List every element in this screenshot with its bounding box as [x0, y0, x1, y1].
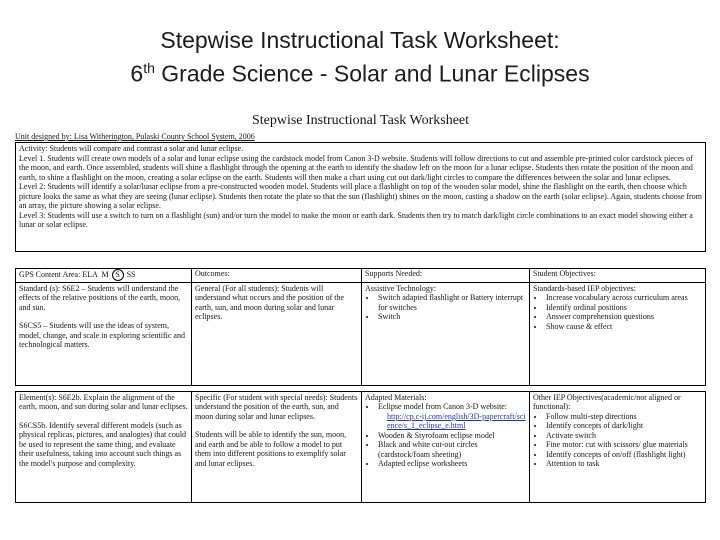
eclipse-model-link[interactable]: http://cp.c-ij.com/english/3D-papercraft/science/s_1_eclipse_e.html	[387, 411, 526, 431]
list-item: • Identify ordinal positions	[545, 303, 702, 312]
elements-table-body-row	[16, 392, 705, 502]
assistive-technology-label: Assistive Technology:	[365, 284, 437, 293]
list-item: • Attention to task	[545, 459, 702, 468]
list-item: • Identify concepts of on/off (flashlight light)	[545, 450, 702, 459]
adapted-materials-cell	[362, 392, 530, 502]
list-item: • Switch	[377, 312, 526, 321]
assistive-technology-list	[365, 293, 526, 321]
list-item: • Increase vocabulary across curriculum areas	[545, 293, 702, 302]
list-item: • Switch adapted flashlight or Battery interrupt for switches	[377, 293, 526, 312]
iep-objectives-label: Standards-based IEP objectives:	[533, 284, 636, 293]
standards-cell	[16, 283, 192, 385]
activity-line: Activity: Students will compare and contrast a solar and lunar eclipse.	[19, 144, 244, 154]
list-item: • Black and white cut-out circles (cardstock/foam sheeting)	[377, 440, 526, 459]
header-student-objectives: Student Objectives:	[530, 269, 705, 283]
header-supports-needed: Supports Needed:	[362, 269, 530, 283]
other-iep-objectives-list	[533, 412, 702, 469]
header-gps-content-area: GPS Content Area: ELA M S SS	[16, 269, 192, 283]
standards-table-header-row	[16, 269, 705, 283]
worksheet-title: Stepwise Instructional Task Worksheet	[251, 113, 470, 128]
level1-description: Level 1. Students will create own models of a solar and lunar eclipse using the cardstock model from Canon 3-D website. Students will follow directions to cut and assemble pre-printed color cardstock pieces of the moon, and earth. Once assembled, students will shine a flashlight through the opening at the earth to identify the shadow left on the moon for a lunar eclipse. Students then rotate the position of the moon and earth, to shine a flashlight on the moon, creating a solar eclipse on the earth. Students will then make a chart using cut out dark/light circles to compare the differences between the solar and lunar eclipses.	[19, 153, 693, 182]
list-item: • Activate switch	[545, 431, 702, 440]
slide-title	[0, 26, 720, 88]
slide-title-line2: 6th Grade Science - Solar and Lunar Eclipses	[130, 60, 590, 87]
list-item: • Follow multi-step directions	[545, 412, 702, 421]
standards-table-body-row	[16, 283, 705, 385]
slide-title-line1: Stepwise Instructional Task Worksheet:	[160, 27, 560, 53]
list-item: • Show cause & effect	[545, 322, 702, 331]
standards-table	[15, 268, 706, 386]
list-item: • Fine motor: cut with scissors/ glue materials	[545, 440, 702, 449]
level3-description: Level 3: Students will use a switch to turn on a flashlight (sun) and/or turn the model to make the moon or earth dark. Students then try to match dark/light circle combinations to an exact model showing either a lunar or solar eclipse.	[19, 210, 693, 229]
adapted-materials-list	[365, 402, 526, 468]
circled-science-mark: S	[112, 269, 124, 281]
list-item: • Answer comprehension questions	[545, 312, 702, 321]
outcomes-cell	[192, 283, 362, 385]
general-outcome: General (For all students): Students will understand what occurs and the position of the earth, sun, and moon during solar and lunar eclipses.	[195, 284, 345, 322]
standard-s6cs5: S6CS5 – Students will use the ideas of system, model, change, and scale in exploring scientific and technological matters.	[19, 321, 185, 350]
element-s6e2b: Element(s): S6E2b. Explain the alignment of the earth, moon, and sun during solar and lunar eclipses.	[19, 393, 188, 412]
standard-s6e2: Standard (s): S6E2 – Students will understand the effects of the relative positions of the earth, moon, and sun.	[19, 284, 181, 312]
element-s6cs5b: S6CS5b. Identify several different models (such as physical replicas, pictures, and analogies) that could be used to represent the same thing, and evaluate their usefulness, taking into account such things as the model's purpose and complexity.	[19, 420, 187, 468]
list-item: • Identify concepts of dark/light	[545, 421, 702, 430]
designed-by-line: Unit designed by: Lisa Witherington, Pulaski County School System, 2006	[15, 132, 255, 141]
list-item: • Adapted eclipse worksheets	[377, 459, 526, 468]
iep-objectives-list	[533, 293, 702, 331]
student-objectives-cell	[530, 283, 705, 385]
eclipse-model-text: Eclipse model from Canon 3-D website:	[378, 402, 508, 412]
supports-needed-cell	[362, 283, 530, 385]
specific-outcome: Specific (For student with special needs): Students understand the position of the earth, sun, and moon during solar and lunar eclipses.	[195, 393, 358, 421]
specific-outcomes-cell	[192, 392, 362, 502]
adapted-materials-label: Adapted Materials:	[365, 393, 427, 402]
list-item: • Wooden & Styrofoam eclipse model	[377, 431, 526, 440]
level2-description: Level 2: Students will identify a solar/lunar eclipse from a pre-constructed wooden model. Students will place a flashlight on top of the wooden solar model, shine the flashlight on the earth, then choose which picture looks the same as what they are seeing (lunar eclipse). Students then rotate the plate so that the sun (flashlight) shines on the moon, casting a shadow on the earth (solar eclipse). Again, students choose from an array, the picture showing a solar eclipse.	[19, 182, 702, 211]
elements-table	[15, 391, 706, 503]
header-outcomes: Outcomes:	[192, 269, 362, 283]
ordinal-superscript: th	[143, 60, 155, 76]
other-iep-objectives-label: Other IEP Objectives(academic/not aligned or functional):	[533, 393, 681, 412]
elements-cell	[16, 392, 192, 502]
specific-outcome-2: Students will be able to identify the sun, moon, and earth and be able to follow a model to put them into different positions to exemplify solar and lunar eclipses.	[195, 430, 347, 468]
other-iep-objectives-cell	[530, 392, 705, 502]
list-item	[377, 402, 526, 430]
worksheet-document	[15, 113, 706, 513]
activity-box	[15, 142, 706, 252]
